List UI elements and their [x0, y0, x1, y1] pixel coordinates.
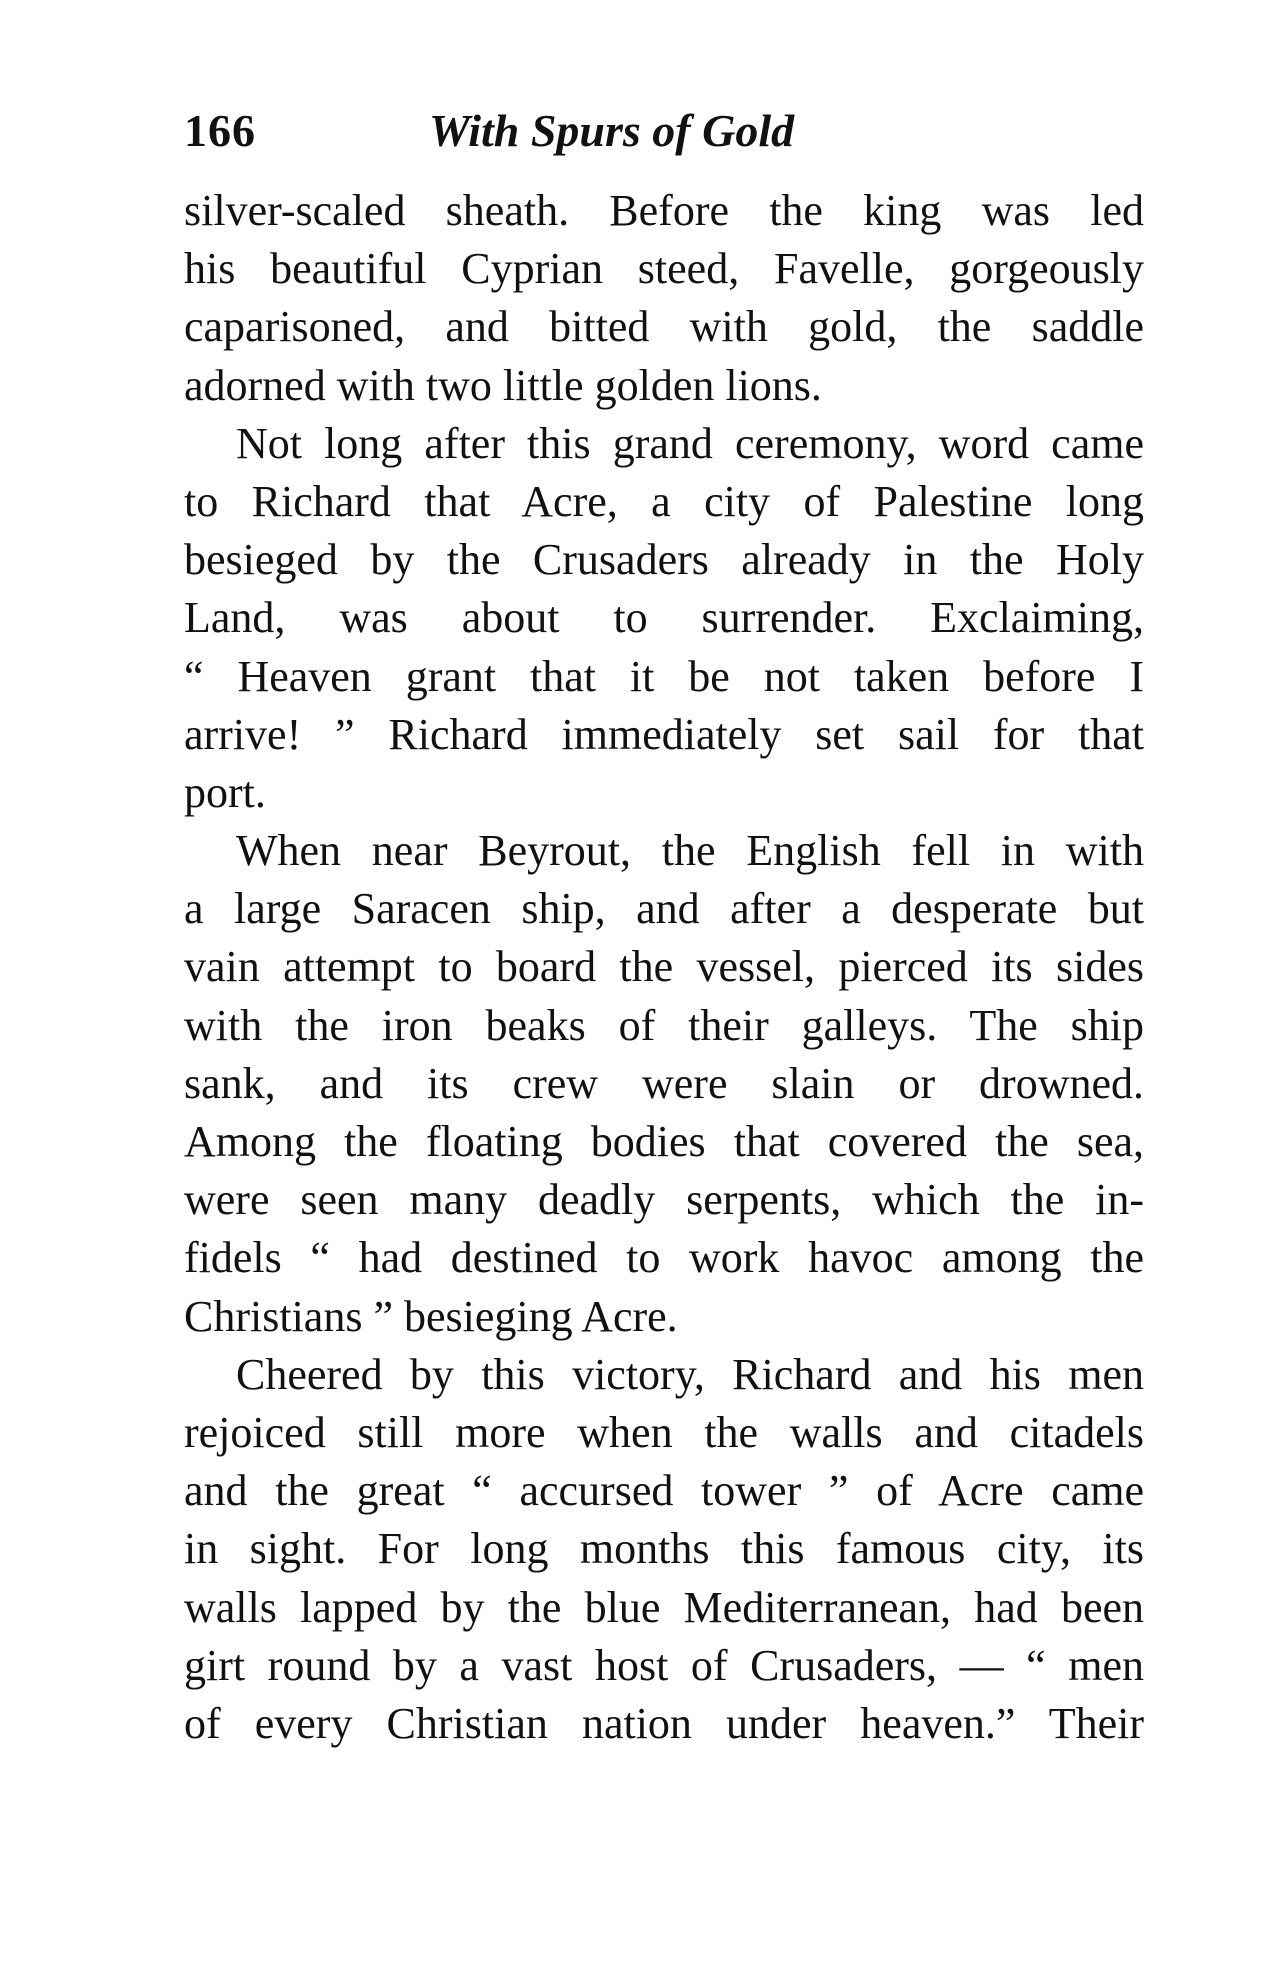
text-line: fidels “ had destined to work havoc among the — [184, 1233, 1144, 1283]
text-line: sank, and its crew were slain or drowned. — [184, 1058, 1144, 1108]
text-line: and the great “ accursed tower ” of Acre came — [184, 1466, 1144, 1516]
page-number: 166 — [184, 105, 256, 156]
text-line: rejoiced still more when the walls and citadels — [184, 1407, 1144, 1457]
text-line: port. — [184, 767, 266, 817]
text-line: silver-scaled sheath. Before the king was led — [184, 186, 1144, 235]
text-line: a large Saracen ship, and after a desperate but — [184, 884, 1144, 934]
text-line: vain attempt to board the vessel, pierced its sides — [184, 942, 1144, 992]
text-line: arrive! ” Richard immediately set sail for that — [184, 709, 1144, 759]
text-line: of every Christian nation under heaven.” Their — [184, 1698, 1144, 1748]
text-line: were seen many deadly serpents, which the in- — [184, 1175, 1144, 1225]
text-line: in sight. For long months this famous city, its — [184, 1524, 1144, 1574]
text-line: Among the floating bodies that covered the sea, — [184, 1117, 1144, 1166]
text-line: his beautiful Cyprian steed, Favelle, gorgeously — [184, 244, 1144, 294]
text-line: “ Heaven grant that it be not taken before I — [184, 651, 1144, 701]
text-line: When near Beyrout, the English fell in with — [236, 826, 1144, 876]
text-line: adorned with two little golden lions. — [184, 360, 822, 410]
body-text — [184, 182, 1144, 1753]
running-title: With Spurs of Gold — [429, 105, 795, 156]
text-line: Not long after this grand ceremony, word came — [236, 418, 1144, 468]
running-head — [184, 96, 1144, 166]
text-line: to Richard that Acre, a city of Palestine long — [184, 476, 1144, 526]
text-line: caparisoned, and bitted with gold, the saddle — [184, 302, 1144, 352]
text-line: besieged by the Crusaders already in the Holy — [184, 535, 1144, 585]
text-line: Cheered by this victory, Richard and his men — [236, 1349, 1144, 1399]
text-line: Land, was about to surrender. Exclaiming, — [184, 593, 1144, 643]
text-line: girt round by a vast host of Crusaders, — “ men — [184, 1640, 1144, 1690]
text-line: with the iron beaks of their galleys. The ship — [184, 1000, 1144, 1050]
text-line: walls lapped by the blue Mediterranean, had been — [184, 1582, 1144, 1632]
text-line: Christians ” besieging Acre. — [184, 1291, 678, 1341]
